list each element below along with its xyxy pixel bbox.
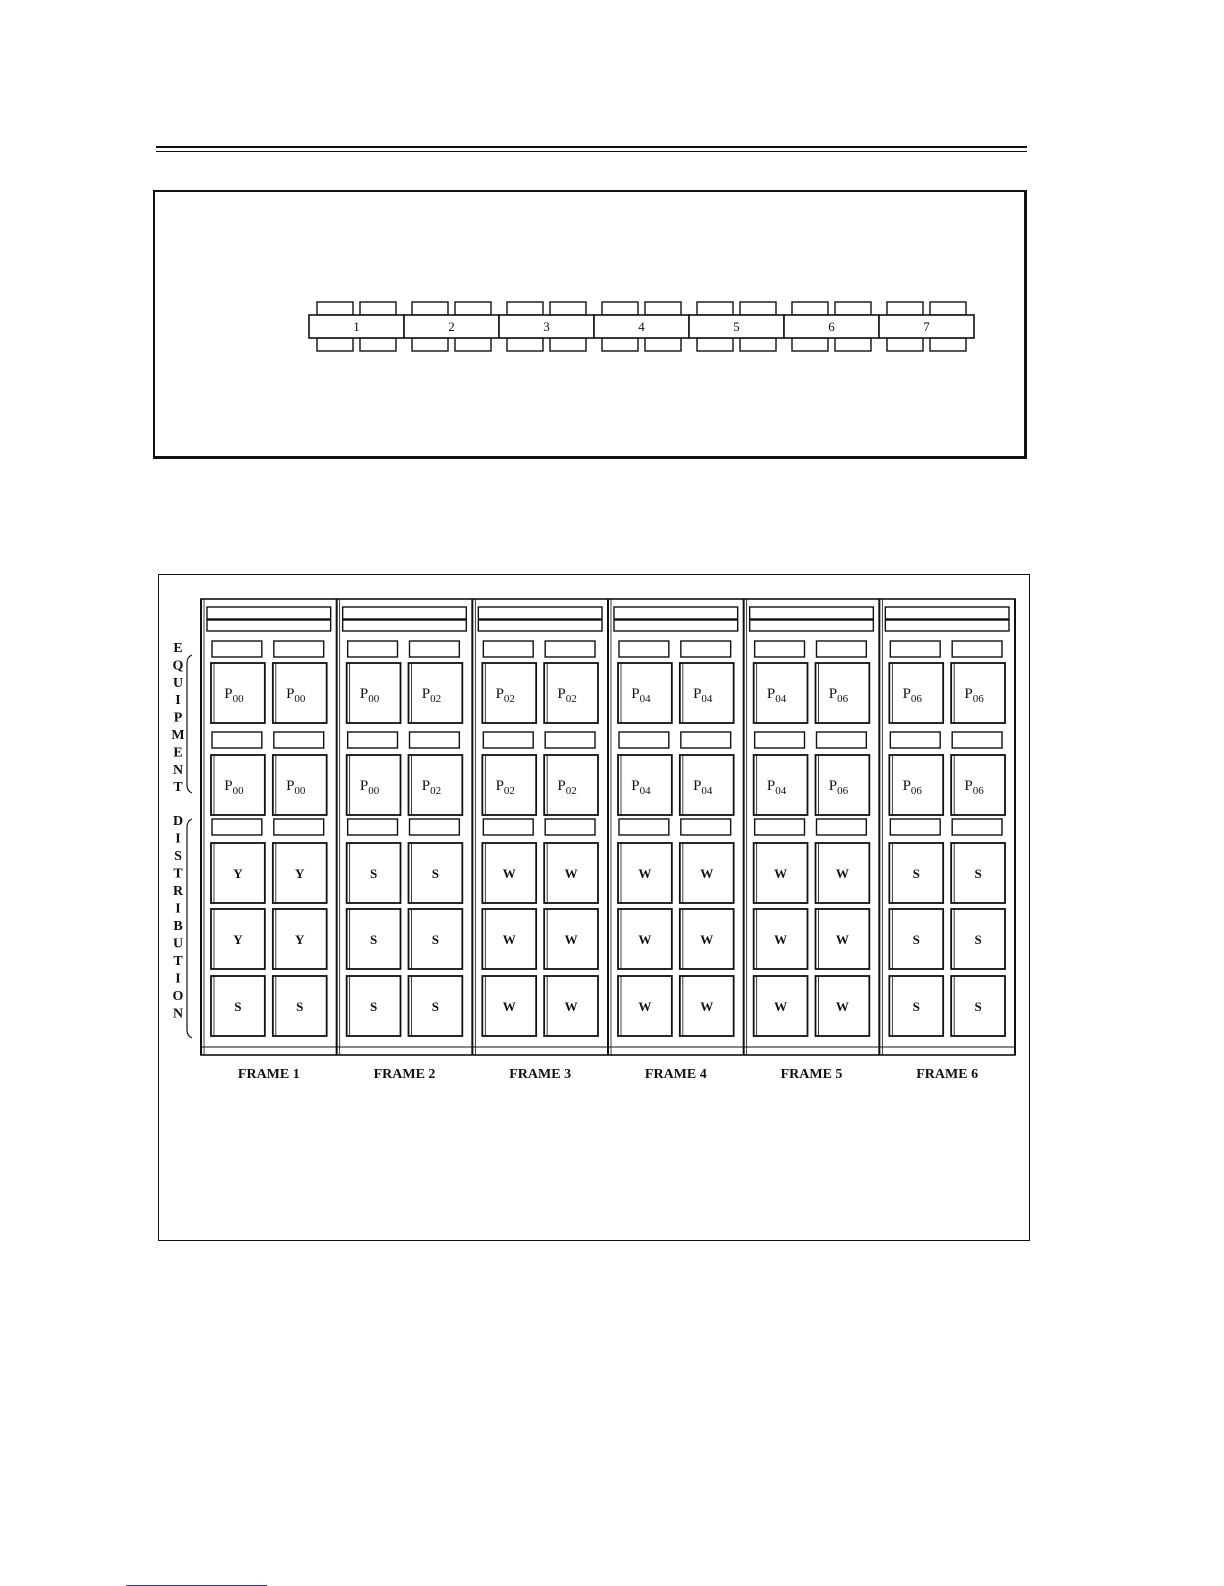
frame-6-slot-3b xyxy=(952,819,1002,835)
frame-5-distribution-label-2: W xyxy=(835,866,849,881)
frame-3-equipment-subscript-2: 02 xyxy=(565,693,577,705)
frame-2-equipment-label-4: $P_{02}$ xyxy=(421,778,442,797)
section-3-label: 3 xyxy=(543,319,550,334)
distribution-side-label-letter: I xyxy=(175,971,181,987)
section-2-top-panel-1 xyxy=(412,302,448,315)
frame-3-equipment-label-2: $P_{02}$ xyxy=(557,686,577,705)
frame-4-equipment-subscript-2: 04 xyxy=(701,693,713,705)
frame-5-equipment-subscript-4: 06 xyxy=(837,785,849,797)
frame-3-slot-2a xyxy=(483,732,533,748)
frame-6-equipment-label-1: $P_{06}$ xyxy=(902,686,922,705)
frame-2-equipment-label-3: $P_{00}$ xyxy=(359,778,380,797)
frame-4-slot-1b xyxy=(681,641,731,657)
section-7 xyxy=(879,302,974,351)
frame-6-equipment-label-3: $P_{06}$ xyxy=(902,778,922,797)
section-7-top-panel-2 xyxy=(930,302,966,315)
section-2-top-panel-2 xyxy=(455,302,491,315)
frame-2-distribution-label-6: S xyxy=(431,999,440,1014)
frame-3-equipment-subscript-4: 02 xyxy=(565,785,577,797)
frame-5-distribution-label-6: W xyxy=(835,999,849,1014)
section-4-label: 4 xyxy=(638,319,645,334)
section-2-label: 2 xyxy=(448,319,455,334)
frame-1-header-bar-lower xyxy=(207,620,331,631)
distribution-side-label-letter: O xyxy=(172,989,184,1004)
distribution-side-label-letter: R xyxy=(172,884,184,899)
frame-4-header-bar xyxy=(614,607,738,619)
frame-3-distribution-label-4: W xyxy=(564,932,578,947)
frame-1-equipment-subscript-1: 00 xyxy=(232,693,244,705)
frame-5-distribution-label-1: W xyxy=(774,866,788,881)
equipment-side-label-letter: I xyxy=(175,693,181,709)
frame-3-slot-1a xyxy=(483,641,533,657)
section-1-bottom-panel-1 xyxy=(317,338,353,351)
frame-2-equipment-subscript-2: 02 xyxy=(430,693,442,705)
frame-3-distribution-label-1: W xyxy=(502,866,516,881)
frame-2-distribution-label-1: S xyxy=(369,866,378,881)
frame-4-distribution-label-1: W xyxy=(638,866,652,881)
frame-6-equipment-label-2: $P_{06}$ xyxy=(964,686,984,705)
frame-4-slot-2b xyxy=(681,732,731,748)
frame-3-equipment-label-3: $P_{02}$ xyxy=(495,778,515,797)
distribution-side-label-letter: I xyxy=(175,831,181,847)
equipment-side-label-letter: U xyxy=(172,675,184,691)
frame-1-distribution-label-5: S xyxy=(234,999,242,1014)
frame-1-slot-3a xyxy=(212,819,262,835)
frame-6-slot-3a xyxy=(890,819,940,835)
section-5 xyxy=(689,302,784,351)
frame-2-slot-1a xyxy=(348,641,398,657)
frame-1-distribution-label-4: Y xyxy=(295,932,305,947)
section-2-bottom-panel-2 xyxy=(455,338,491,351)
frame-6-distribution-label-1: S xyxy=(912,866,920,881)
frame-5-header-bar xyxy=(750,607,874,619)
equipment-side-label-letter: T xyxy=(173,780,183,796)
section-6-label: 6 xyxy=(828,319,835,334)
frame-6-distribution-label-2: S xyxy=(974,866,982,881)
frame-5-slot-3b xyxy=(817,819,867,835)
distribution-side-label-letter: B xyxy=(173,919,183,934)
section-7-bottom-panel-2 xyxy=(930,338,966,351)
section-6 xyxy=(784,302,879,351)
header-rule-bottom xyxy=(156,151,1027,152)
section-5-label: 5 xyxy=(733,319,740,334)
distribution-side-label-letter: N xyxy=(172,1006,184,1022)
frame-3-slot-3b xyxy=(545,819,595,835)
frame-1-slot-2b xyxy=(274,732,324,748)
frame-1-distribution-label-2: Y xyxy=(295,866,305,881)
equipment-side-label-letter: Q xyxy=(172,658,184,674)
top-view-diagram xyxy=(155,192,1024,456)
equipment-side-label-letter: N xyxy=(172,762,184,778)
section-2-bottom-panel-1 xyxy=(412,338,448,351)
distribution-side-label-letter: U xyxy=(172,936,184,952)
equipment-side-label-brace xyxy=(187,655,192,793)
frame-4-slot-3a xyxy=(619,819,669,835)
distribution-side-label-letter: S xyxy=(174,849,182,864)
frame-2-slot-2a xyxy=(348,732,398,748)
section-5-top-panel-2 xyxy=(740,302,776,315)
frame-1-equipment-label-1: $P_{00}$ xyxy=(224,686,244,705)
frame-1-distribution-label-1: Y xyxy=(233,866,243,881)
section-1-top-panel-1 xyxy=(317,302,353,315)
frame-2-label: FRAME 2 xyxy=(373,1067,436,1082)
frame-1-equipment-subscript-2: 00 xyxy=(294,693,306,705)
frame-6-label: FRAME 6 xyxy=(916,1067,979,1082)
frame-2-equipment-subscript-4: 02 xyxy=(430,785,442,797)
frame-4-distribution-label-4: W xyxy=(700,932,714,947)
frame-1-equipment-subscript-3: 00 xyxy=(232,785,244,797)
frame-3-distribution-label-3: W xyxy=(502,932,516,947)
frame-5-equipment-label-1: $P_{04}$ xyxy=(766,686,787,705)
frame-5-distribution-label-4: W xyxy=(835,932,849,947)
section-6-top-panel-1 xyxy=(792,302,828,315)
frame-6-equipment-subscript-4: 06 xyxy=(972,785,984,797)
frame-1-equipment-label-3: $P_{00}$ xyxy=(224,778,244,797)
frame-1-equipment-subscript-4: 00 xyxy=(294,785,306,797)
front-view-diagram xyxy=(159,575,1028,1239)
frame-4-label: FRAME 4 xyxy=(644,1067,707,1082)
frame-2-distribution-label-2: S xyxy=(431,866,440,881)
frame-3-slot-1b xyxy=(545,641,595,657)
header-rule-top xyxy=(156,146,1027,148)
frame-5-slot-1a xyxy=(755,641,805,657)
frame-6-distribution-label-6: S xyxy=(974,999,982,1014)
frame-5-equipment-subscript-1: 04 xyxy=(775,693,787,705)
frame-2-equipment-label-2: $P_{02}$ xyxy=(421,686,442,705)
frame-1-slot-1b xyxy=(274,641,324,657)
frame-2-equipment-subscript-3: 00 xyxy=(368,785,380,797)
frame-1-label: FRAME 1 xyxy=(237,1067,300,1082)
top-view-figure xyxy=(153,190,1027,459)
distribution-side-label xyxy=(173,814,192,1038)
frame-2-equipment-subscript-1: 00 xyxy=(368,693,380,705)
frame-4-equipment-subscript-1: 04 xyxy=(639,693,651,705)
section-1 xyxy=(309,302,404,351)
frame-1-equipment-label-4: $P_{00}$ xyxy=(286,778,306,797)
frame-4-slot-2a xyxy=(619,732,669,748)
frame-4-distribution-label-2: W xyxy=(700,866,714,881)
frame-1-distribution-label-6: S xyxy=(296,999,304,1014)
section-7-bottom-panel-1 xyxy=(887,338,923,351)
frame-3-slot-2b xyxy=(545,732,595,748)
frame-2-distribution-label-3: S xyxy=(369,932,378,947)
frame-3-equipment-subscript-3: 02 xyxy=(503,785,515,797)
section-3-bottom-panel-1 xyxy=(507,338,543,351)
frame-4-distribution-label-3: W xyxy=(638,932,652,947)
distribution-side-label-letter: I xyxy=(175,901,181,917)
frame-4-equipment-label-3: $P_{04}$ xyxy=(631,778,651,797)
frame-5-equipment-label-3: $P_{04}$ xyxy=(766,778,787,797)
frame-1-equipment-label-2: $P_{00}$ xyxy=(286,686,306,705)
frame-3-header-bar xyxy=(478,607,602,619)
frame-5-equipment-label-2: $P_{06}$ xyxy=(828,686,849,705)
frame-1-slot-3b xyxy=(274,819,324,835)
frame-3-distribution-label-5: W xyxy=(502,999,516,1014)
equipment-side-label-letter: E xyxy=(173,745,183,761)
section-1-top-panel-2 xyxy=(360,302,396,315)
frame-5-slot-2b xyxy=(817,732,867,748)
section-3 xyxy=(499,302,594,351)
section-3-top-panel-2 xyxy=(550,302,586,315)
frame-4-slot-3b xyxy=(681,819,731,835)
frame-2-distribution-label-5: S xyxy=(369,999,378,1014)
frame-4-slot-1a xyxy=(619,641,669,657)
front-view-figure xyxy=(158,574,1030,1241)
frame-4-header-bar-lower xyxy=(614,620,738,631)
frame-2-slot-3a xyxy=(348,819,398,835)
frame-5-slot-1b xyxy=(817,641,867,657)
frame-5-distribution-label-3: W xyxy=(774,932,788,947)
frame-3-distribution-label-2: W xyxy=(564,866,578,881)
frame-1-slot-2a xyxy=(212,732,262,748)
section-6-bottom-panel-2 xyxy=(835,338,871,351)
frame-5-header-bar-lower xyxy=(750,620,874,631)
section-3-top-panel-1 xyxy=(507,302,543,315)
frame-6-equipment-subscript-1: 06 xyxy=(910,693,922,705)
frame-6-equipment-label-4: $P_{06}$ xyxy=(964,778,984,797)
section-7-label: 7 xyxy=(923,319,930,334)
frame-6-slot-1b xyxy=(952,641,1002,657)
equipment-side-label-letter: E xyxy=(173,641,183,656)
distribution-side-label-brace xyxy=(187,819,192,1038)
frame-1-distribution-label-3: Y xyxy=(233,932,243,947)
frame-6-distribution-label-5: S xyxy=(912,999,920,1014)
frame-5-equipment-subscript-2: 06 xyxy=(837,693,849,705)
frame-5-label: FRAME 5 xyxy=(780,1067,843,1082)
frame-5-distribution-label-5: W xyxy=(774,999,788,1014)
frame-6-slot-2b xyxy=(952,732,1002,748)
section-1-bottom-panel-2 xyxy=(360,338,396,351)
section-4-top-panel-1 xyxy=(602,302,638,315)
section-5-bottom-panel-1 xyxy=(697,338,733,351)
frame-3-equipment-label-4: $P_{02}$ xyxy=(557,778,577,797)
section-6-top-panel-2 xyxy=(835,302,871,315)
section-3-bottom-panel-2 xyxy=(550,338,586,351)
distribution-side-label-letter: D xyxy=(172,814,184,829)
distribution-side-label-letter: T xyxy=(173,866,183,882)
frame-1-header-bar xyxy=(207,607,331,619)
frame-2-header-bar xyxy=(343,607,467,619)
frame-4-equipment-subscript-3: 04 xyxy=(639,785,651,797)
frame-5-equipment-subscript-3: 04 xyxy=(775,785,787,797)
section-4-top-panel-2 xyxy=(645,302,681,315)
section-7-top-panel-1 xyxy=(887,302,923,315)
section-1-label: 1 xyxy=(353,319,360,334)
section-4 xyxy=(594,302,689,351)
section-5-bottom-panel-2 xyxy=(740,338,776,351)
section-5-top-panel-1 xyxy=(697,302,733,315)
frame-2-slot-3b xyxy=(410,819,460,835)
section-4-bottom-panel-2 xyxy=(645,338,681,351)
frame-4-equipment-subscript-4: 04 xyxy=(701,785,713,797)
frame-3-header-bar-lower xyxy=(478,620,602,631)
section-4-bottom-panel-1 xyxy=(602,338,638,351)
frame-6-slot-2a xyxy=(890,732,940,748)
frame-5-equipment-label-4: $P_{06}$ xyxy=(828,778,849,797)
frame-3-slot-3a xyxy=(483,819,533,835)
frame-2-equipment-label-1: $P_{00}$ xyxy=(359,686,380,705)
frame-3-distribution-label-6: W xyxy=(564,999,578,1014)
section-2 xyxy=(404,302,499,351)
section-6-bottom-panel-1 xyxy=(792,338,828,351)
equipment-side-label-letter: P xyxy=(173,710,183,726)
frame-6-header-bar xyxy=(885,607,1009,619)
frame-4-equipment-label-2: $P_{04}$ xyxy=(693,686,713,705)
frame-1-slot-1a xyxy=(212,641,262,657)
frame-3-equipment-label-1: $P_{02}$ xyxy=(495,686,515,705)
frame-4-distribution-label-6: W xyxy=(700,999,714,1014)
frame-2-distribution-label-4: S xyxy=(431,932,440,947)
frame-2-slot-1b xyxy=(410,641,460,657)
frame-6-equipment-subscript-2: 06 xyxy=(972,693,984,705)
frame-6-distribution-label-4: S xyxy=(974,932,982,947)
frame-4-equipment-label-4: $P_{04}$ xyxy=(693,778,713,797)
distribution-side-label-letter: T xyxy=(173,954,183,969)
frame-3-label: FRAME 3 xyxy=(509,1067,572,1082)
frame-2-slot-2b xyxy=(410,732,460,748)
frame-6-distribution-label-3: S xyxy=(912,932,920,947)
equipment-side-label xyxy=(171,641,192,795)
equipment-side-label-letter: M xyxy=(171,728,185,743)
frame-6-slot-1a xyxy=(890,641,940,657)
frame-4-distribution-label-5: W xyxy=(638,999,652,1014)
frame-6-header-bar-lower xyxy=(885,620,1009,631)
frame-2-header-bar-lower xyxy=(343,620,467,631)
frame-5-slot-3a xyxy=(755,819,805,835)
frame-6-equipment-subscript-3: 06 xyxy=(910,785,922,797)
frame-3-equipment-subscript-1: 02 xyxy=(503,693,515,705)
frame-4-equipment-label-1: $P_{04}$ xyxy=(631,686,651,705)
frame-5-slot-2a xyxy=(755,732,805,748)
